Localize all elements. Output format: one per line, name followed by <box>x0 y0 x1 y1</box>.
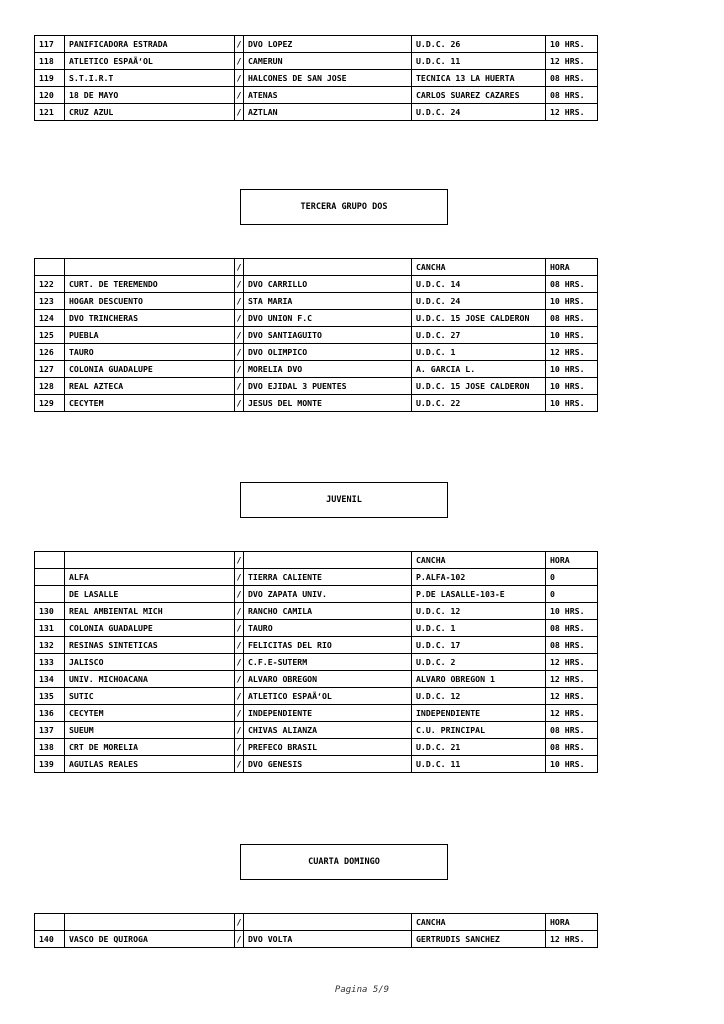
cell-home: CRUZ AZUL <box>65 104 235 121</box>
cell-home: REAL AZTECA <box>65 378 235 395</box>
cell-away: PREFECO BRASIL <box>244 739 412 756</box>
cell-cancha: A. GARCIA L. <box>412 361 546 378</box>
cell-hora: 08 HRS. <box>546 276 598 293</box>
cell-sep: / <box>235 552 244 569</box>
table-header-row <box>35 259 598 276</box>
cell-cancha: U.D.C. 24 <box>412 104 546 121</box>
cell-away: MORELIA DVO <box>244 361 412 378</box>
cell-num: 120 <box>35 87 65 104</box>
table-row <box>35 603 598 620</box>
cell-sep: / <box>235 654 244 671</box>
cell-home: PANIFICADORA ESTRADA <box>65 36 235 53</box>
cell-cancha: U.D.C. 17 <box>412 637 546 654</box>
cell-sep: / <box>235 259 244 276</box>
cell-num: 129 <box>35 395 65 412</box>
table-row <box>35 344 598 361</box>
cell-hora: 08 HRS. <box>546 620 598 637</box>
cell-cancha: U.D.C. 2 <box>412 654 546 671</box>
cell-num: 133 <box>35 654 65 671</box>
cell-away: ATLETICO ESPAÃ‘OL <box>244 688 412 705</box>
cell-home: SUEUM <box>65 722 235 739</box>
cell-away: CHIVAS ALIANZA <box>244 722 412 739</box>
cell-num <box>35 569 65 586</box>
cell-sep: / <box>235 569 244 586</box>
cell-num: 123 <box>35 293 65 310</box>
cell-sep: / <box>235 586 244 603</box>
cell-hora: 08 HRS. <box>546 70 598 87</box>
cell-cancha: U.D.C. 22 <box>412 395 546 412</box>
table-row <box>35 327 598 344</box>
cell-sep: / <box>235 87 244 104</box>
cell-hora: 10 HRS. <box>546 756 598 773</box>
cell-away: DVO SANTIAGUITO <box>244 327 412 344</box>
cell-away: DVO EJIDAL 3 PUENTES <box>244 378 412 395</box>
cell-hora: 08 HRS. <box>546 637 598 654</box>
cell-hora: HORA <box>546 552 598 569</box>
table-row <box>35 931 598 948</box>
cell-away <box>244 552 412 569</box>
table-row <box>35 310 598 327</box>
cell-cancha: U.D.C. 11 <box>412 53 546 70</box>
cell-home: DE LASALLE <box>65 586 235 603</box>
table-row <box>35 293 598 310</box>
cell-sep: / <box>235 739 244 756</box>
cell-hora: 12 HRS. <box>546 671 598 688</box>
cell-cancha: TECNICA 13 LA HUERTA <box>412 70 546 87</box>
cell-hora: 10 HRS. <box>546 395 598 412</box>
table-header-row <box>35 552 598 569</box>
cell-cancha: P.DE LASALLE-103-E <box>412 586 546 603</box>
cell-num: 130 <box>35 603 65 620</box>
cell-home: TAURO <box>65 344 235 361</box>
cell-hora: 10 HRS. <box>546 361 598 378</box>
cell-num: 136 <box>35 705 65 722</box>
cell-sep: / <box>235 722 244 739</box>
cell-home: S.T.I.R.T <box>65 70 235 87</box>
cell-home <box>65 914 235 931</box>
cell-hora: 12 HRS. <box>546 344 598 361</box>
page-number-footer: Pagina 5/9 <box>334 985 390 995</box>
cell-home: SUTIC <box>65 688 235 705</box>
cell-hora: 10 HRS. <box>546 293 598 310</box>
cell-hora: 12 HRS. <box>546 688 598 705</box>
cell-cancha: C.U. PRINCIPAL <box>412 722 546 739</box>
table-header-row <box>35 914 598 931</box>
cell-num: 125 <box>35 327 65 344</box>
cell-hora: 10 HRS. <box>546 327 598 344</box>
cell-cancha: U.D.C. 24 <box>412 293 546 310</box>
cell-home: RESINAS SINTETICAS <box>65 637 235 654</box>
cell-home: UNIV. MICHOACANA <box>65 671 235 688</box>
section-title-cuarta-domingo: CUARTA DOMINGO <box>240 844 448 880</box>
cell-cancha: U.D.C. 21 <box>412 739 546 756</box>
cell-num: 124 <box>35 310 65 327</box>
cell-away: JESUS DEL MONTE <box>244 395 412 412</box>
cell-home: VASCO DE QUIROGA <box>65 931 235 948</box>
table-row <box>35 70 598 87</box>
schedule-table-cuarta-domingo <box>34 913 598 948</box>
cell-away: FELICITAS DEL RIO <box>244 637 412 654</box>
cell-hora: 12 HRS. <box>546 654 598 671</box>
cell-sep: / <box>235 53 244 70</box>
cell-num: 139 <box>35 756 65 773</box>
cell-sep: / <box>235 36 244 53</box>
cell-sep: / <box>235 914 244 931</box>
cell-away: DVO ZAPATA UNIV. <box>244 586 412 603</box>
table-row <box>35 688 598 705</box>
cell-away: DVO VOLTA <box>244 931 412 948</box>
cell-sep: / <box>235 620 244 637</box>
cell-hora: HORA <box>546 914 598 931</box>
cell-cancha: P.ALFA-102 <box>412 569 546 586</box>
cell-away: DVO GENESIS <box>244 756 412 773</box>
cell-num: 131 <box>35 620 65 637</box>
cell-sep: / <box>235 344 244 361</box>
table-row <box>35 276 598 293</box>
cell-cancha: U.D.C. 12 <box>412 688 546 705</box>
cell-home: ATLETICO ESPAÃ‘OL <box>65 53 235 70</box>
table-row <box>35 53 598 70</box>
cell-cancha: U.D.C. 12 <box>412 603 546 620</box>
cell-home: 18 DE MAYO <box>65 87 235 104</box>
table-row <box>35 654 598 671</box>
cell-away: INDEPENDIENTE <box>244 705 412 722</box>
schedule-table-juvenil <box>34 551 598 773</box>
cell-num <box>35 259 65 276</box>
cell-home <box>65 552 235 569</box>
cell-cancha: U.D.C. 26 <box>412 36 546 53</box>
cell-hora: 0 <box>546 569 598 586</box>
cell-away: DVO LOPEZ <box>244 36 412 53</box>
cell-away: ATENAS <box>244 87 412 104</box>
section-title-juvenil: JUVENIL <box>240 482 448 518</box>
cell-num: 126 <box>35 344 65 361</box>
cell-home: AGUILAS REALES <box>65 756 235 773</box>
table-row <box>35 620 598 637</box>
cell-away: DVO CARRILLO <box>244 276 412 293</box>
cell-sep: / <box>235 327 244 344</box>
cell-sep: / <box>235 688 244 705</box>
schedule-table-tercera-grupo-dos <box>34 258 598 412</box>
cell-sep: / <box>235 276 244 293</box>
cell-away <box>244 914 412 931</box>
cell-sep: / <box>235 705 244 722</box>
cell-num <box>35 914 65 931</box>
cell-num: 122 <box>35 276 65 293</box>
cell-num: 140 <box>35 931 65 948</box>
cell-cancha: CARLOS SUAREZ CAZARES <box>412 87 546 104</box>
cell-home: CURT. DE TEREMENDO <box>65 276 235 293</box>
table-row <box>35 36 598 53</box>
cell-num: 132 <box>35 637 65 654</box>
table-row <box>35 104 598 121</box>
cell-sep: / <box>235 104 244 121</box>
cell-num: 119 <box>35 70 65 87</box>
cell-sep: / <box>235 293 244 310</box>
cell-hora: 12 HRS. <box>546 705 598 722</box>
cell-home: REAL AMBIENTAL MICH <box>65 603 235 620</box>
cell-home: JALISCO <box>65 654 235 671</box>
cell-home <box>65 259 235 276</box>
table-row <box>35 637 598 654</box>
cell-cancha: U.D.C. 14 <box>412 276 546 293</box>
cell-num: 127 <box>35 361 65 378</box>
cell-home: ALFA <box>65 569 235 586</box>
cell-home: CRT DE MORELIA <box>65 739 235 756</box>
table-row <box>35 722 598 739</box>
table-row <box>35 705 598 722</box>
cell-sep: / <box>235 395 244 412</box>
cell-away: DVO UNION F.C <box>244 310 412 327</box>
cell-away: TIERRA CALIENTE <box>244 569 412 586</box>
cell-cancha: U.D.C. 15 JOSE CALDERON <box>412 378 546 395</box>
cell-sep: / <box>235 310 244 327</box>
cell-num: 117 <box>35 36 65 53</box>
cell-hora: 0 <box>546 586 598 603</box>
cell-cancha: U.D.C. 1 <box>412 620 546 637</box>
table-row <box>35 395 598 412</box>
cell-hora: 08 HRS. <box>546 310 598 327</box>
cell-away: STA MARIA <box>244 293 412 310</box>
cell-num: 137 <box>35 722 65 739</box>
cell-hora: 12 HRS. <box>546 53 598 70</box>
cell-away <box>244 259 412 276</box>
cell-hora: 10 HRS. <box>546 378 598 395</box>
cell-cancha: U.D.C. 11 <box>412 756 546 773</box>
cell-home: DVO TRINCHERAS <box>65 310 235 327</box>
table-row <box>35 586 598 603</box>
cell-num: 128 <box>35 378 65 395</box>
cell-away: AZTLAN <box>244 104 412 121</box>
cell-num: 134 <box>35 671 65 688</box>
cell-num: 135 <box>35 688 65 705</box>
cell-hora: 08 HRS. <box>546 739 598 756</box>
cell-sep: / <box>235 70 244 87</box>
table-row <box>35 569 598 586</box>
cell-cancha: GERTRUDIS SANCHEZ <box>412 931 546 948</box>
table-row <box>35 87 598 104</box>
cell-away: TAURO <box>244 620 412 637</box>
cell-sep: / <box>235 671 244 688</box>
cell-sep: / <box>235 931 244 948</box>
cell-sep: / <box>235 361 244 378</box>
table-row <box>35 756 598 773</box>
cell-num: 118 <box>35 53 65 70</box>
cell-cancha: ALVARO OBREGON 1 <box>412 671 546 688</box>
cell-sep: / <box>235 637 244 654</box>
section-title-tercera-grupo-dos: TERCERA GRUPO DOS <box>240 189 448 225</box>
cell-away: DVO OLIMPICO <box>244 344 412 361</box>
cell-home: PUEBLA <box>65 327 235 344</box>
cell-cancha: CANCHA <box>412 552 546 569</box>
cell-cancha: CANCHA <box>412 914 546 931</box>
cell-away: RANCHO CAMILA <box>244 603 412 620</box>
cell-hora: 12 HRS. <box>546 931 598 948</box>
cell-away: ALVARO OBREGON <box>244 671 412 688</box>
cell-cancha: CANCHA <box>412 259 546 276</box>
cell-num: 138 <box>35 739 65 756</box>
cell-cancha: U.D.C. 27 <box>412 327 546 344</box>
cell-home: COLONIA GUADALUPE <box>65 620 235 637</box>
cell-hora: 12 HRS. <box>546 104 598 121</box>
cell-home: CECYTEM <box>65 705 235 722</box>
cell-away: HALCONES DE SAN JOSE <box>244 70 412 87</box>
cell-hora: 10 HRS. <box>546 603 598 620</box>
cell-hora: 08 HRS. <box>546 87 598 104</box>
cell-hora: HORA <box>546 259 598 276</box>
cell-away: C.F.E-SUTERM <box>244 654 412 671</box>
cell-num <box>35 586 65 603</box>
cell-home: HOGAR DESCUENTO <box>65 293 235 310</box>
table-row <box>35 378 598 395</box>
cell-hora: 10 HRS. <box>546 36 598 53</box>
cell-num <box>35 552 65 569</box>
cell-sep: / <box>235 378 244 395</box>
cell-away: CAMERUN <box>244 53 412 70</box>
cell-cancha: U.D.C. 15 JOSE CALDERON <box>412 310 546 327</box>
cell-sep: / <box>235 603 244 620</box>
schedule-table-continuation <box>34 35 598 121</box>
table-row <box>35 671 598 688</box>
cell-cancha: INDEPENDIENTE <box>412 705 546 722</box>
cell-home: CECYTEM <box>65 395 235 412</box>
cell-hora: 08 HRS. <box>546 722 598 739</box>
cell-num: 121 <box>35 104 65 121</box>
table-row <box>35 361 598 378</box>
cell-cancha: U.D.C. 1 <box>412 344 546 361</box>
cell-sep: / <box>235 756 244 773</box>
table-row <box>35 739 598 756</box>
cell-home: COLONIA GUADALUPE <box>65 361 235 378</box>
